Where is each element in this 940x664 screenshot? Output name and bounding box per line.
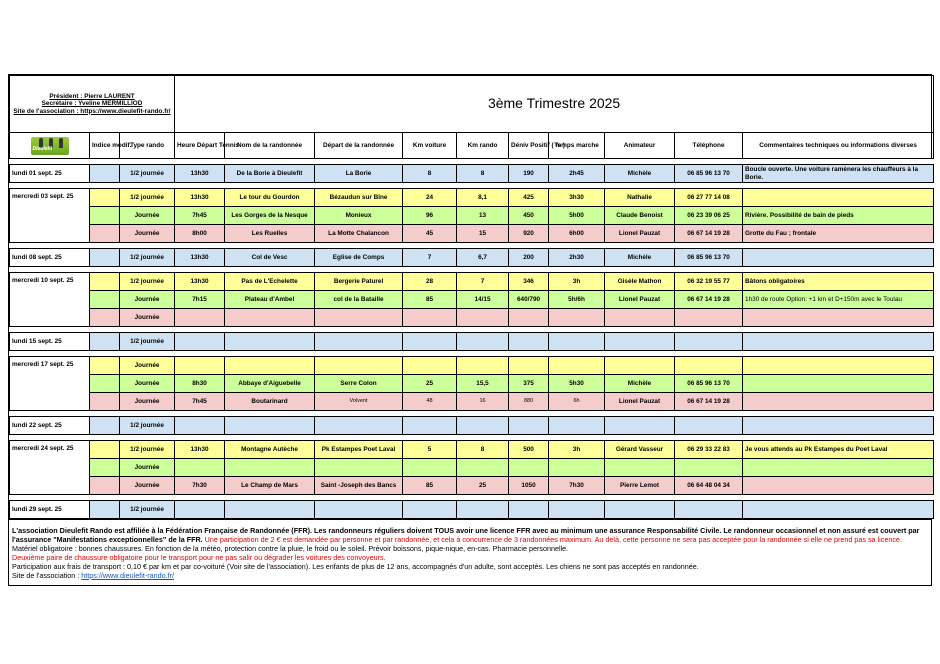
km-rando-cell: 8,1: [457, 189, 509, 207]
heure-cell: 7h15: [175, 291, 225, 309]
temps-cell: 5h00: [549, 207, 605, 225]
km-voiture-cell: [403, 459, 457, 477]
indice-cell: [90, 501, 120, 519]
table-row: [10, 459, 934, 477]
temps-cell: 3h: [549, 273, 605, 291]
animateur-cell: Gérard Vasseur: [605, 441, 675, 459]
type-cell: Journée: [120, 309, 175, 327]
heure-cell: [175, 309, 225, 327]
indice-cell: [90, 309, 120, 327]
commentaire-cell: [743, 309, 934, 327]
animateur-cell: [605, 333, 675, 351]
commentaire-cell: 1h30 de route Option: +1 km et D+150m avec le Toulau: [743, 291, 934, 309]
km-voiture-cell: 24: [403, 189, 457, 207]
depart-cell: col de la Bataille: [315, 291, 403, 309]
footer-notes: [9, 519, 931, 585]
animateur-cell: Michèle: [605, 165, 675, 183]
commentaire-cell: [743, 189, 934, 207]
type-cell: 1/2 journée: [120, 165, 175, 183]
km-voiture-cell: [403, 357, 457, 375]
commentaire-cell: [743, 477, 934, 495]
animateur-cell: Lionel Pauzat: [605, 225, 675, 243]
club-logo-icon: [31, 137, 69, 155]
animateur-cell: Claude Benoist: [605, 207, 675, 225]
nom-cell: Abbaye d'Aiguebelle: [225, 375, 315, 393]
indice-cell: [90, 333, 120, 351]
nom-cell: Boutarinard: [225, 393, 315, 411]
commentaire-cell: Bâtons obligatoires: [743, 273, 934, 291]
temps-cell: 5h30: [549, 375, 605, 393]
indice-cell: [90, 477, 120, 495]
type-cell: Journée: [120, 291, 175, 309]
telephone-cell: 06 32 19 55 77: [675, 273, 743, 291]
col-deniv: Déniv Positif ( m ): [509, 133, 549, 159]
depart-cell: Volvent: [315, 393, 403, 411]
deniv-cell: 640/790: [509, 291, 549, 309]
heure-cell: 7h45: [175, 393, 225, 411]
nom-cell: Pas de L'Echelette: [225, 273, 315, 291]
heure-cell: 13h30: [175, 165, 225, 183]
telephone-cell: 06 85 96 13 70: [675, 249, 743, 267]
depart-cell: Saint -Joseph des Bancs: [315, 477, 403, 495]
km-voiture-cell: 96: [403, 207, 457, 225]
col-km-rando: Km rando: [457, 133, 509, 159]
type-cell: 1/2 journée: [120, 501, 175, 519]
nom-cell: Montagne Autèche: [225, 441, 315, 459]
km-voiture-cell: 25: [403, 375, 457, 393]
km-rando-cell: [457, 333, 509, 351]
telephone-cell: 06 27 77 14 08: [675, 189, 743, 207]
temps-cell: [549, 333, 605, 351]
date-cell: lundi 29 sept. 25: [10, 501, 90, 519]
telephone-cell: 06 85 96 13 70: [675, 165, 743, 183]
date-cell: lundi 22 sept. 25: [10, 417, 90, 435]
date-cell: mercredi 24 sept. 25: [10, 441, 90, 495]
table-row: [10, 501, 934, 519]
site-line[interactable]: Site de l'association : https://www.dieulefit-rando.fr/: [13, 107, 171, 115]
animateur-cell: Lionel Pauzat: [605, 393, 675, 411]
telephone-cell: 06 23 39 06 25: [675, 207, 743, 225]
telephone-cell: [675, 333, 743, 351]
planning-sheet: [8, 74, 932, 586]
type-cell: Journée: [120, 207, 175, 225]
deniv-cell: 920: [509, 225, 549, 243]
table-row: [10, 375, 934, 393]
nom-cell: Le tour du Gourdon: [225, 189, 315, 207]
nom-cell: Le Champ de Mars: [225, 477, 315, 495]
telephone-cell: 06 67 14 19 28: [675, 225, 743, 243]
table-row: [10, 393, 934, 411]
heure-cell: 7h30: [175, 477, 225, 495]
km-voiture-cell: 5: [403, 441, 457, 459]
depart-cell: Eglise de Comps: [315, 249, 403, 267]
type-cell: 1/2 journée: [120, 273, 175, 291]
header-info: [10, 76, 175, 133]
animateur-cell: Michèle: [605, 375, 675, 393]
km-voiture-cell: [403, 333, 457, 351]
table-row: [10, 441, 934, 459]
depart-cell: Serre Colon: [315, 375, 403, 393]
date-cell: lundi 01 sept. 25: [10, 165, 90, 183]
table-row: [10, 333, 934, 351]
type-cell: 1/2 journée: [120, 249, 175, 267]
animateur-cell: [605, 417, 675, 435]
secretaire-line: Secrétaire : Yveline MERMILLIOD: [41, 100, 143, 108]
type-cell: 1/2 journée: [120, 189, 175, 207]
type-cell: Journée: [120, 459, 175, 477]
deniv-cell: [509, 309, 549, 327]
animateur-cell: [605, 309, 675, 327]
logo-cell: [10, 133, 90, 159]
temps-cell: [549, 357, 605, 375]
temps-cell: [549, 501, 605, 519]
km-rando-cell: 13: [457, 207, 509, 225]
commentaire-cell: [743, 357, 934, 375]
telephone-cell: 06 67 14 19 28: [675, 291, 743, 309]
col-km-voiture: Km voiture: [403, 133, 457, 159]
nom-cell: Les Ruelles: [225, 225, 315, 243]
km-rando-cell: 14/15: [457, 291, 509, 309]
depart-cell: [315, 501, 403, 519]
km-rando-cell: [457, 417, 509, 435]
footer-materiel: Matériel obligatoire : bonnes chaussures. En fonction de la météo, protection contre la pluie, le froid ou le soleil. Prévoir boissons, pique-nique, en-cas. Pharmacie personnelle.: [12, 543, 569, 553]
indice-cell: [90, 375, 120, 393]
table-row: [10, 309, 934, 327]
president-line: Président : Pierre LAURENT: [49, 92, 135, 100]
commentaire-cell: [743, 375, 934, 393]
heure-cell: [175, 501, 225, 519]
telephone-cell: 06 85 96 13 70: [675, 375, 743, 393]
table-row: [10, 207, 934, 225]
type-cell: 1/2 journée: [120, 441, 175, 459]
commentaire-cell: [743, 333, 934, 351]
deniv-cell: [509, 357, 549, 375]
commentaire-cell: [743, 459, 934, 477]
deniv-cell: 346: [509, 273, 549, 291]
km-rando-cell: 8: [457, 165, 509, 183]
date-cell: lundi 08 sept. 25: [10, 249, 90, 267]
km-voiture-cell: [403, 417, 457, 435]
deniv-cell: 425: [509, 189, 549, 207]
km-rando-cell: 15: [457, 225, 509, 243]
nom-cell: [225, 459, 315, 477]
table-row: [10, 417, 934, 435]
km-voiture-cell: 7: [403, 249, 457, 267]
heure-cell: 13h30: [175, 189, 225, 207]
commentaire-cell: Grotte du Fau ; frontale: [743, 225, 934, 243]
deniv-cell: 500: [509, 441, 549, 459]
km-voiture-cell: [403, 501, 457, 519]
nom-cell: [225, 417, 315, 435]
indice-cell: [90, 273, 120, 291]
km-rando-cell: [457, 459, 509, 477]
logo-text: Dieulefit: [32, 146, 53, 152]
temps-cell: 3h30: [549, 189, 605, 207]
nom-cell: Plateau d'Ambel: [225, 291, 315, 309]
nom-cell: Col de Vesc: [225, 249, 315, 267]
type-cell: Journée: [120, 357, 175, 375]
telephone-cell: [675, 501, 743, 519]
temps-cell: [549, 417, 605, 435]
footer-chaussures: Deuxième paire de chaussure obligatoire pour le transport pour ne pas salir ou dégrader les voitures des convoyeurs.: [12, 552, 386, 562]
footer-site: Site de l'association : https://www.dieulefit-rando.fr/: [12, 570, 174, 580]
animateur-cell: Michèle: [605, 249, 675, 267]
indice-cell: [90, 225, 120, 243]
km-rando-cell: 25: [457, 477, 509, 495]
col-nom: Nom de la randonnée: [225, 133, 315, 159]
animateur-cell: Pierre Lemot: [605, 477, 675, 495]
temps-cell: 3h: [549, 441, 605, 459]
nom-cell: [225, 501, 315, 519]
km-rando-cell: [457, 309, 509, 327]
heure-cell: 13h30: [175, 273, 225, 291]
deniv-cell: [509, 501, 549, 519]
deniv-cell: [509, 459, 549, 477]
temps-cell: 2h30: [549, 249, 605, 267]
km-voiture-cell: 28: [403, 273, 457, 291]
indice-cell: [90, 357, 120, 375]
column-headers: [10, 133, 934, 159]
deniv-cell: [509, 417, 549, 435]
table-row: [10, 291, 934, 309]
telephone-cell: 06 67 14 19 28: [675, 393, 743, 411]
temps-cell: 6h00: [549, 225, 605, 243]
km-voiture-cell: 85: [403, 477, 457, 495]
indice-cell: [90, 291, 120, 309]
indice-cell: [90, 417, 120, 435]
temps-cell: 5h/6h: [549, 291, 605, 309]
commentaire-cell: [743, 249, 934, 267]
indice-cell: [90, 207, 120, 225]
animateur-cell: [605, 357, 675, 375]
commentaire-cell: Boucle ouverte. Une voiture ramènera les chauffeurs à la Borie.: [743, 165, 934, 183]
km-rando-cell: 8: [457, 441, 509, 459]
planning-table: [9, 75, 934, 519]
animateur-cell: [605, 501, 675, 519]
commentaire-cell: [743, 417, 934, 435]
col-type: Type rando: [120, 133, 175, 159]
table-row: [10, 189, 934, 207]
temps-cell: 7h30: [549, 477, 605, 495]
type-cell: Journée: [120, 375, 175, 393]
table-row: [10, 249, 934, 267]
telephone-cell: [675, 357, 743, 375]
telephone-cell: [675, 459, 743, 477]
nom-cell: [225, 309, 315, 327]
commentaire-cell: Je vous attends au Pk Estampes du Poet Laval: [743, 441, 934, 459]
indice-cell: [90, 393, 120, 411]
heure-cell: [175, 417, 225, 435]
site-link[interactable]: https://www.dieulefit-rando.fr/: [81, 570, 174, 580]
km-voiture-cell: 48: [403, 393, 457, 411]
km-voiture-cell: 85: [403, 291, 457, 309]
animateur-cell: Nathalie: [605, 189, 675, 207]
km-rando-cell: 16: [457, 393, 509, 411]
heure-cell: 8h00: [175, 225, 225, 243]
km-voiture-cell: 8: [403, 165, 457, 183]
commentaire-cell: [743, 393, 934, 411]
depart-cell: [315, 417, 403, 435]
nom-cell: [225, 333, 315, 351]
commentaire-cell: Rivière. Possibilité de bain de pieds: [743, 207, 934, 225]
telephone-cell: 06 64 48 04 34: [675, 477, 743, 495]
temps-cell: 2h45: [549, 165, 605, 183]
heure-cell: [175, 459, 225, 477]
table-row: [10, 357, 934, 375]
page-title: 3ème Trimestre 2025: [175, 76, 934, 133]
type-cell: 1/2 journée: [120, 333, 175, 351]
nom-cell: De la Borie à Dieulefit: [225, 165, 315, 183]
heure-cell: 13h30: [175, 249, 225, 267]
indice-cell: [90, 249, 120, 267]
col-heure: Heure Départ Tennis: [175, 133, 225, 159]
deniv-cell: 880: [509, 393, 549, 411]
date-cell: lundi 15 sept. 25: [10, 333, 90, 351]
type-cell: Journée: [120, 477, 175, 495]
depart-cell: [315, 309, 403, 327]
km-rando-cell: 15,5: [457, 375, 509, 393]
telephone-cell: 06 29 33 22 83: [675, 441, 743, 459]
commentaire-cell: [743, 501, 934, 519]
animateur-cell: [605, 459, 675, 477]
depart-cell: Bergerie Paturel: [315, 273, 403, 291]
depart-cell: Pk Estampes Poet Laval: [315, 441, 403, 459]
indice-cell: [90, 165, 120, 183]
km-rando-cell: 6,7: [457, 249, 509, 267]
footer-transport: Participation aux frais de transport : 0,10 € par km et par co-voituré (Voir site de l'association). Les enfants de plus de 12 ans, accompagnés d'un adulte, sont acceptés. Les chiens ne sont pas acceptés en randonnée.: [12, 561, 699, 571]
table-row: [10, 273, 934, 291]
deniv-cell: 1050: [509, 477, 549, 495]
heure-cell: 13h30: [175, 441, 225, 459]
depart-cell: [315, 333, 403, 351]
col-telephone: Téléphone: [675, 133, 743, 159]
km-voiture-cell: 45: [403, 225, 457, 243]
deniv-cell: 200: [509, 249, 549, 267]
col-commentaires: Commentaires techniques ou informations diverses: [743, 133, 934, 159]
date-cell: mercredi 17 sept. 25: [10, 357, 90, 411]
deniv-cell: 375: [509, 375, 549, 393]
temps-cell: 6h: [549, 393, 605, 411]
heure-cell: 8h30: [175, 375, 225, 393]
temps-cell: [549, 459, 605, 477]
col-depart: Départ de la randonnée: [315, 133, 403, 159]
depart-cell: La Borie: [315, 165, 403, 183]
date-cell: mercredi 03 sept. 25: [10, 189, 90, 243]
col-indice: Indice modif.: [90, 133, 120, 159]
nom-cell: Les Gorges de la Nesque: [225, 207, 315, 225]
km-rando-cell: [457, 501, 509, 519]
depart-cell: Bézaudun sur Bîne: [315, 189, 403, 207]
date-cell: mercredi 10 sept. 25: [10, 273, 90, 327]
telephone-cell: [675, 417, 743, 435]
heure-cell: 7h45: [175, 207, 225, 225]
col-temps: Temps marche: [549, 133, 605, 159]
telephone-cell: [675, 309, 743, 327]
nom-cell: [225, 357, 315, 375]
heure-cell: [175, 357, 225, 375]
deniv-cell: 190: [509, 165, 549, 183]
indice-cell: [90, 459, 120, 477]
col-animateur: Animateur: [605, 133, 675, 159]
indice-cell: [90, 441, 120, 459]
type-cell: 1/2 journée: [120, 417, 175, 435]
footer-affiliation: L'association Dieulefit Rando est affiliée à la Fédération Française de Randonnée (FFR). Les randonneurs réguliers doivent TOUS avoir une licence FFR avec au minimum une assurance Responsabilité Civile. Le randonneur occasionnel et non assuré est couvert par l'assurance "Manifestations exceptionnelles" de la FFR. Une participation de 2 € est demandée par personne et par randonnée, et cela à concurrence de 3 randonnées maximum. Au delà, cette personne ne sera pas acceptée pour la randonnée si elle ne prend pas sa licence.: [12, 526, 920, 544]
table-row: [10, 225, 934, 243]
indice-cell: [90, 189, 120, 207]
depart-cell: [315, 357, 403, 375]
km-voiture-cell: [403, 309, 457, 327]
depart-cell: [315, 459, 403, 477]
deniv-cell: [509, 333, 549, 351]
km-rando-cell: [457, 357, 509, 375]
animateur-cell: Lionel Pauzat: [605, 291, 675, 309]
table-row: [10, 477, 934, 495]
animateur-cell: Gisèle Mathon: [605, 273, 675, 291]
type-cell: Journée: [120, 225, 175, 243]
table-row: [10, 165, 934, 183]
heure-cell: [175, 333, 225, 351]
depart-cell: Monieux: [315, 207, 403, 225]
km-rando-cell: 7: [457, 273, 509, 291]
temps-cell: [549, 309, 605, 327]
type-cell: Journée: [120, 393, 175, 411]
depart-cell: La Motte Chalancon: [315, 225, 403, 243]
deniv-cell: 450: [509, 207, 549, 225]
